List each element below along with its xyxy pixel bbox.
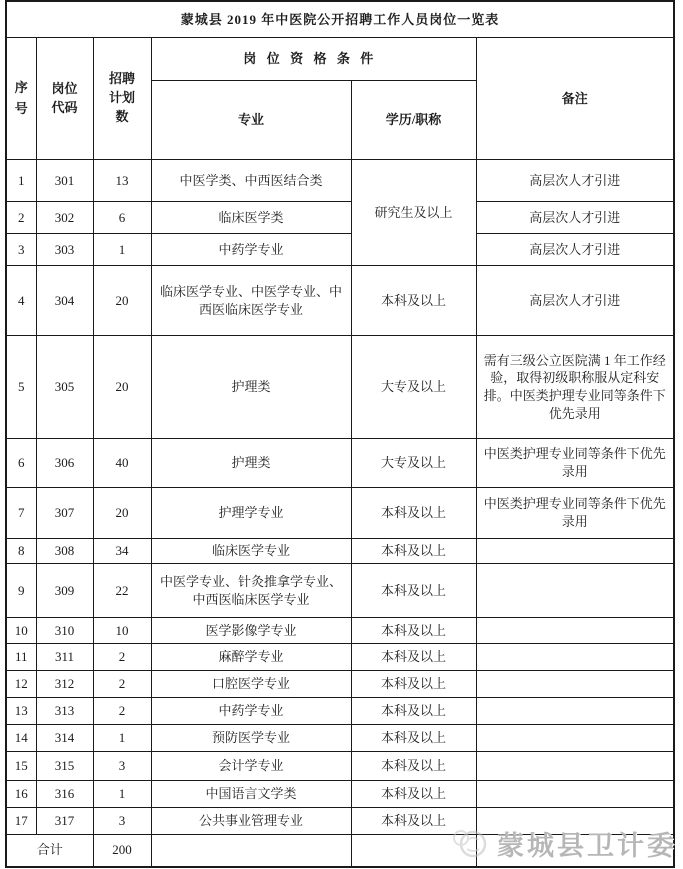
cell-degree: 本科及以上 <box>351 266 476 336</box>
cell-major: 护理类 <box>151 439 351 488</box>
total-label: 合计 <box>6 835 93 867</box>
cell-note <box>476 539 674 564</box>
cell-major: 中医学专业、针灸推拿学专业、中西医临床医学专业 <box>151 564 351 618</box>
cell-degree: 本科及以上 <box>351 725 476 752</box>
cell-code: 306 <box>36 439 93 488</box>
cell-code: 309 <box>36 564 93 618</box>
cell-serial: 3 <box>6 234 36 266</box>
cell-note <box>476 808 674 835</box>
cell-code: 303 <box>36 234 93 266</box>
table-body <box>6 160 674 835</box>
cell-degree: 大专及以上 <box>351 439 476 488</box>
cell-serial: 1 <box>6 160 36 202</box>
cell-note <box>476 725 674 752</box>
cell-serial: 5 <box>6 336 36 439</box>
total-note-empty <box>476 835 674 867</box>
cell-code: 315 <box>36 752 93 781</box>
cell-code: 307 <box>36 488 93 539</box>
table-row <box>6 618 674 644</box>
cell-count: 20 <box>93 266 151 336</box>
cell-count: 10 <box>93 618 151 644</box>
cell-major: 中药学专业 <box>151 234 351 266</box>
cell-code: 301 <box>36 160 93 202</box>
table-row <box>6 439 674 488</box>
cell-degree: 本科及以上 <box>351 644 476 671</box>
cell-degree: 本科及以上 <box>351 618 476 644</box>
column-header-count: 招聘计划数 <box>93 38 151 160</box>
column-header-serial: 序号 <box>6 38 36 160</box>
column-header-major: 专业 <box>151 81 351 160</box>
cell-count: 3 <box>93 752 151 781</box>
cell-degree: 本科及以上 <box>351 564 476 618</box>
cell-degree: 本科及以上 <box>351 671 476 698</box>
cell-count: 1 <box>93 725 151 752</box>
cell-major: 公共事业管理专业 <box>151 808 351 835</box>
table-row <box>6 644 674 671</box>
cell-note: 中医类护理专业同等条件下优先录用 <box>476 488 674 539</box>
cell-count: 34 <box>93 539 151 564</box>
cell-serial: 6 <box>6 439 36 488</box>
cell-count: 20 <box>93 336 151 439</box>
column-header-degree: 学历/职称 <box>351 81 476 160</box>
cell-major: 临床医学类 <box>151 202 351 234</box>
table-row <box>6 698 674 725</box>
cell-degree: 大专及以上 <box>351 336 476 439</box>
cell-note <box>476 781 674 808</box>
cell-serial: 15 <box>6 752 36 781</box>
cell-major: 临床医学专业、中医学专业、中西医临床医学专业 <box>151 266 351 336</box>
cell-code: 313 <box>36 698 93 725</box>
cell-code: 317 <box>36 808 93 835</box>
cell-code: 316 <box>36 781 93 808</box>
cell-serial: 13 <box>6 698 36 725</box>
table-row <box>6 234 674 266</box>
cell-note: 高层次人才引进 <box>476 160 674 202</box>
cell-major: 护理类 <box>151 336 351 439</box>
cell-serial: 17 <box>6 808 36 835</box>
cell-count: 13 <box>93 160 151 202</box>
cell-count: 1 <box>93 781 151 808</box>
cell-degree: 本科及以上 <box>351 698 476 725</box>
cell-major: 中药学专业 <box>151 698 351 725</box>
watermark-text: 蒙城县卫计委 <box>497 831 677 861</box>
cell-serial: 4 <box>6 266 36 336</box>
table-row <box>6 539 674 564</box>
table-row <box>6 564 674 618</box>
cell-code: 312 <box>36 671 93 698</box>
cell-serial: 16 <box>6 781 36 808</box>
cell-count: 2 <box>93 644 151 671</box>
column-header-note: 备注 <box>476 38 674 160</box>
cell-note: 中医类护理专业同等条件下优先录用 <box>476 439 674 488</box>
cell-count: 22 <box>93 564 151 618</box>
total-major-empty <box>151 835 351 867</box>
table-row <box>6 808 674 835</box>
cell-code: 311 <box>36 644 93 671</box>
cell-serial: 9 <box>6 564 36 618</box>
cell-degree: 本科及以上 <box>351 752 476 781</box>
cell-degree: 研究生及以上 <box>351 160 476 266</box>
cell-count: 40 <box>93 439 151 488</box>
cell-major: 麻醉学专业 <box>151 644 351 671</box>
table-row <box>6 752 674 781</box>
cell-degree: 本科及以上 <box>351 539 476 564</box>
cell-degree: 本科及以上 <box>351 781 476 808</box>
cell-note <box>476 564 674 618</box>
cell-code: 310 <box>36 618 93 644</box>
cell-major: 口腔医学专业 <box>151 671 351 698</box>
cell-code: 314 <box>36 725 93 752</box>
cell-serial: 7 <box>6 488 36 539</box>
header-row-top <box>6 38 674 81</box>
table-row <box>6 160 674 202</box>
cell-note: 高层次人才引进 <box>476 234 674 266</box>
column-header-code: 岗位代码 <box>36 38 93 160</box>
cell-serial: 2 <box>6 202 36 234</box>
table-row <box>6 725 674 752</box>
cell-code: 302 <box>36 202 93 234</box>
column-header-qualification: 岗位资格条件 <box>151 38 476 81</box>
cell-serial: 12 <box>6 671 36 698</box>
cell-major: 护理学专业 <box>151 488 351 539</box>
cell-code: 304 <box>36 266 93 336</box>
cell-note: 高层次人才引进 <box>476 266 674 336</box>
page-title: 蒙城县 2019 年中医院公开招聘工作人员岗位一览表 <box>6 1 674 38</box>
cell-note <box>476 671 674 698</box>
cell-degree: 本科及以上 <box>351 808 476 835</box>
cell-count: 6 <box>93 202 151 234</box>
table-row <box>6 202 674 234</box>
cell-major: 预防医学专业 <box>151 725 351 752</box>
cell-count: 1 <box>93 234 151 266</box>
table-row <box>6 781 674 808</box>
cell-note <box>476 618 674 644</box>
title-row <box>6 1 674 38</box>
cell-note <box>476 698 674 725</box>
cell-major: 临床医学专业 <box>151 539 351 564</box>
cell-note <box>476 752 674 781</box>
cell-degree: 本科及以上 <box>351 488 476 539</box>
cell-count: 2 <box>93 671 151 698</box>
cell-code: 305 <box>36 336 93 439</box>
cell-serial: 11 <box>6 644 36 671</box>
cell-serial: 8 <box>6 539 36 564</box>
cell-count: 2 <box>93 698 151 725</box>
cell-count: 20 <box>93 488 151 539</box>
cell-major: 会计学专业 <box>151 752 351 781</box>
cell-note: 需有三级公立医院满 1 年工作经验，取得初级职称服从定科安排。中医类护理专业同等条件下优先录用 <box>476 336 674 439</box>
cell-count: 3 <box>93 808 151 835</box>
total-degree-empty <box>351 835 476 867</box>
total-row <box>6 835 674 867</box>
table-row <box>6 336 674 439</box>
table-row <box>6 266 674 336</box>
cell-major: 中医学类、中西医结合类 <box>151 160 351 202</box>
cell-major: 医学影像学专业 <box>151 618 351 644</box>
cell-serial: 14 <box>6 725 36 752</box>
cell-major: 中国语言文学类 <box>151 781 351 808</box>
cell-note <box>476 644 674 671</box>
total-count: 200 <box>93 835 151 867</box>
cell-note: 高层次人才引进 <box>476 202 674 234</box>
cell-serial: 10 <box>6 618 36 644</box>
recruitment-table <box>5 0 675 868</box>
cell-code: 308 <box>36 539 93 564</box>
table-row <box>6 488 674 539</box>
table-row <box>6 671 674 698</box>
